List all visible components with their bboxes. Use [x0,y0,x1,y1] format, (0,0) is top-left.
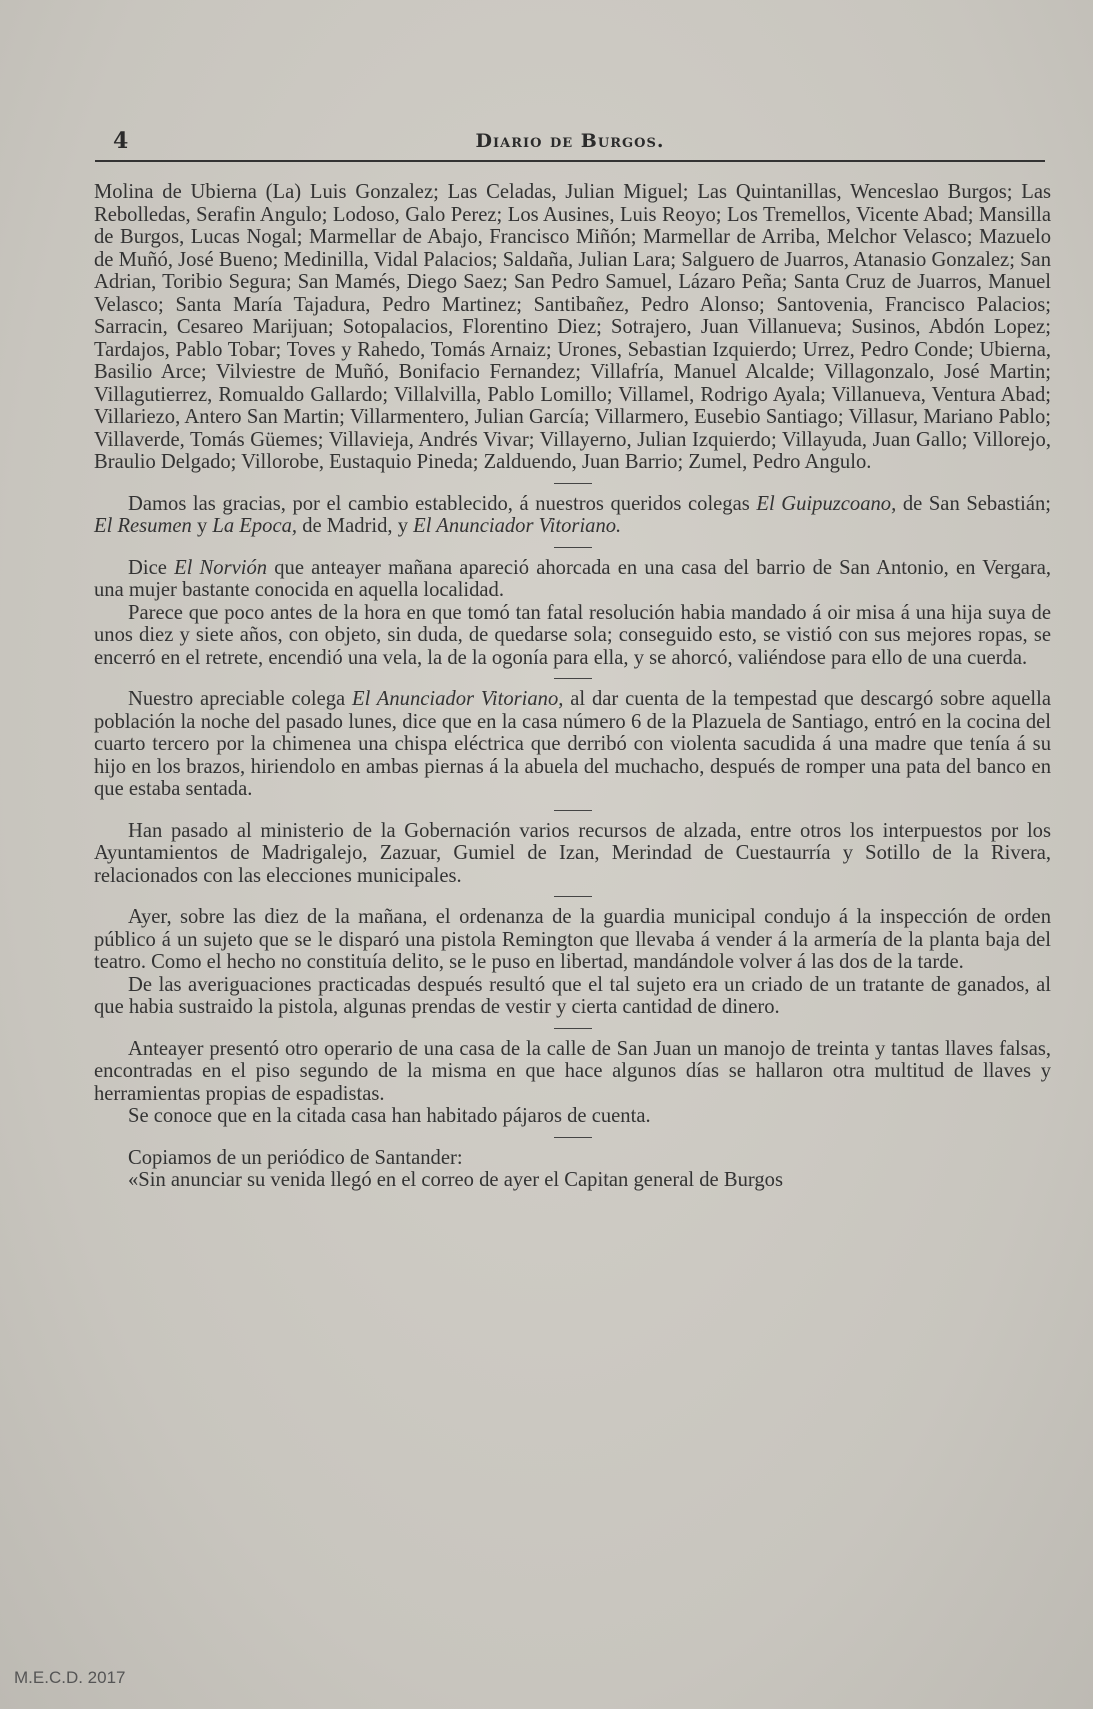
archive-watermark: M.E.C.D. 2017 [14,1668,126,1687]
newspaper-title: Diario de Burgos. [475,130,665,152]
paragraph-santander-intro: Copiamos de un periódico de Santander: [128,1146,463,1169]
paragraph-false-keys-remark: Se conoce que en la citada casa han habitado pájaros de cuenta. [128,1105,651,1127]
paragraph-appeals: Han pasado al ministerio de la Gobernación varios recursos de alzada, entre otros los interpuestos por los Ayuntamientos de Madrigalejo, Zazuar, Gumiel de Izan, Merindad de Cuestaurría y Sotillo de la Rivera, relacionados con las elecciones municipales. [94,819,1051,887]
separator-rule [554,1028,592,1029]
paragraph-pistol: Ayer, sobre las diez de la mañana, el ordenanza de la guardia municipal condujo á la inspección de orden público á un sujeto que se le disparó una pistola Remington que llevaba á vender á la armería de la planta baja del teatro. Como el hecho no constituía delito, se le puso en libertad, mandándole volver á las dos de la tarde. [94,906,1051,973]
separator-rule [554,896,592,897]
paragraph-storm-news: Nuestro apreciable colega El Anunciador Vitoriano, al dar cuenta de la tempestad que descargó sobre aquella población la noche del pasado lunes, dice que en la casa número 6 de la Plazuela de Santiago, entró en la cocina del cuarto tercero por la chimenea una chispa eléctrica que derribó con violenta sacudida á una madre que tenía á su hijo en los brazos, hiriendolo en ambas piernas á la abuela del muchacho, después de romper una pata del banco en que estaba sentada. [94,688,1052,800]
paragraph-vergara-news: Dice El Norvión que anteayer mañana apareció ahorcada en una casa del barrio de San Antonio, en Vergara, una mujer bastante conocida en aquella localidad. [94,556,1052,601]
separator-rule [554,483,592,484]
municipal-judges-list: Molina de Ubierna (La) Luis Gonzalez; Las Celadas, Julian Miguel; Las Quintanillas, Wenceslao Burgos; Las Rebolledas, Serafin Angulo; Lodoso, Galo Perez; Los Ausines, Luis Reoyo; Los Tremellos, Vicente Abad; Mansilla de Burgos, Lucas Nogal; Marmellar de Abajo, Francisco Miñón; Marmellar de Arriba, Melchor Velasco; Mazuelo de Muñó, José Bueno; Medinilla, Vidal Palacios; Saldaña, Julian Lara; Salguero de Juarros, Atanasio Gonzalez; San Adrian, Toribio Segura; San Mamés, Diego Saez; San Pedro Samuel, Lázaro Peña; Santa Cruz de Juarros, Manuel Velasco; Santa María Tajadura, Pedro Martinez; Santibañez, Pedro Alonso; Santovenia, Francisco Palacios; Sarracin, Cesareo Marijuan; Sotopalacios, Florentino Diez; Sotrajero, Juan Villanueva; Susinos, Abdón Lopez; Tardajos, Pablo Tobar; Toves y Rahedo, Tomás Arnaiz; Urones, Sebastian Izquierdo; Urrez, Pedro Conde; Ubierna, Basilio Arce; Vilviestre de Muñó, Bonifacio Fernandez; Villafría, Manuel Alcalde; Villagonzalo, José Martin; Villagutierrez, Romualdo Gallardo; Villalvilla, Pablo Lomillo; Villamel, Rodrigo Ayala; Villanueva, Ventura Abad; Villariezo, Antero San Martin; Villarmentero, Julian García; Villarmero, Eusebio Santiago; Villasur, Mariano Pablo; Villaverde, Tomás Güemes; Villavieja, Andrés Vivar; Villayerno, Julian Izquierdo; Villayuda, Juan Gallo; Villorejo, Braulio Delgado; Villorobe, Eustaquio Pineda; Zalduendo, Juan Barrio; Zumel, Pedro Angulo. [94,181,1051,473]
paragraph-thanks: Damos las gracias, por el cambio establecido, á nuestros queridos colegas El Guipuzcoano, de San Sebastián; El Resumen y La Epoca, de Madrid, y El Anunciador Vitoriano. [94,492,1051,537]
page-header [95,120,1045,162]
separator-rule [554,678,592,679]
paragraph-false-keys: Anteayer presentó otro operario de una casa de la calle de San Juan un manojo de treinta y tantas llaves falsas, encontradas en el piso segundo de la misma en que hace algunos días se hallaron otra multitud de llaves y herramientas propias de espadistas. [94,1037,1051,1105]
separator-rule [554,1137,592,1138]
paragraph-vergara-details: Parece que poco antes de la hora en que tomó tan fatal resolución habia mandado á oir misa á una hija suya de unos diez y siete años, con objeto, sin duda, de quedarse sola; conseguido esto, se vistió con sus mejores ropas, se encerró en el retrete, encendió una vela, la de la ogonía para ella, y se ahorcó, valiéndose para ello de una cuerda. [94,601,1051,669]
paragraph-santander-quote: «Sin anunciar su venida llegó en el correo de ayer el Capitan general de Burgos [128,1169,783,1191]
paragraph-pistol-followup: De las averiguaciones practicadas después resultó que el tal sujeto era un criado de un tratante de ganados, al que habia sustraido la pistola, algunas prendas de vestir y cierta cantidad de dinero. [94,973,1051,1018]
article-column [94,181,1051,1192]
separator-rule [554,547,592,548]
separator-rule [554,810,592,811]
page-number: 4 [113,128,129,154]
